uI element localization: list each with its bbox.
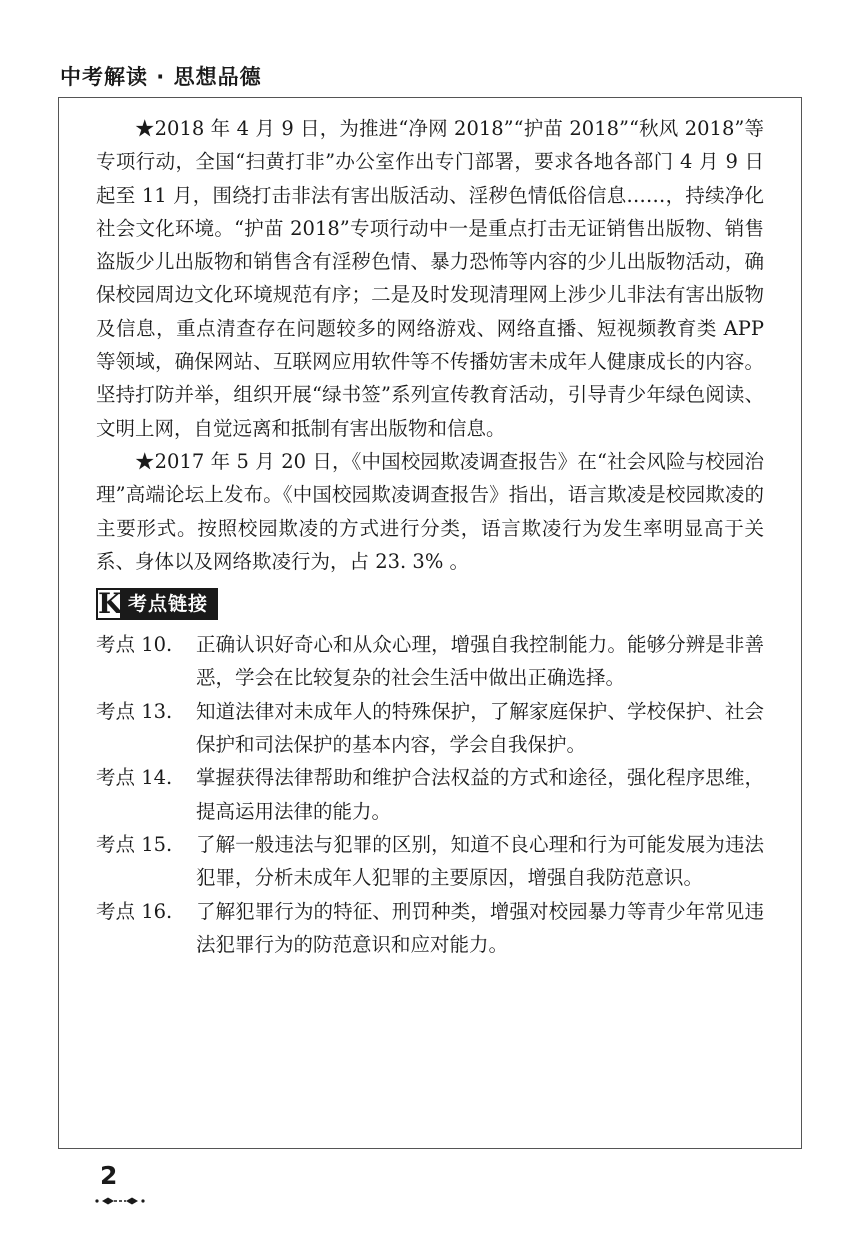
kaodian-item (96, 628, 764, 695)
kaodian-number: 考点 13. (96, 699, 173, 723)
kaodian-number: 考点 10. (96, 633, 173, 657)
kaodian-number: 考点 15. (96, 832, 173, 856)
page-number: 2 (100, 1161, 118, 1190)
kaodian-number: 考点 14. (96, 766, 173, 790)
kaodian-item (96, 895, 764, 962)
kaodian-badge (96, 588, 218, 620)
section-title: 考点链接 (128, 592, 209, 615)
kaodian-text: 了解犯罪行为的特征、刑罚种类，增强对校园暴力等青少年常见违法犯罪行为的防范意识和应对能力。 (196, 899, 764, 956)
news-paragraph-2018: ★2018 年 4 月 9 日，为推进“净网 2018”“护苗 2018”“秋风 2018”等专项行动，全国“扫黄打非”办公室作出专门部署，要求各地各部门 4 月 9 日起至 11 月，围绕打击非法有害出版活动、淫秽色情低俗信息……，持续净化社会文化环境。“护苗 2018”专项行动中一是重点打击无证销售出版物、销售盗版少儿出版物和销售含有淫秽色情、暴力恐怖等内容的少儿出版物活动，确保校园周边文化环境规范有序；二是及时发现清理网上涉少儿非法有害出版物及信息，重点清查存在问题较多的网络游戏、网络直播、短视频教育类 APP 等领域，确保网站、互联网应用软件等不传播妨害未成年人健康成长的内容。坚持打防并举，组织开展“绿书签”系列宣传教育活动，引导青少年绿色阅读、文明上网，自觉远离和抵制有害出版物和信息。 (96, 117, 764, 440)
kaodian-text: 掌握获得法律帮助和维护合法权益的方式和途径，强化程序思维，提高运用法律的能力。 (196, 766, 764, 823)
kaodian-text: 知道法律对未成年人的特殊保护，了解家庭保护、学校保护、社会保护和司法保护的基本内容，学会自我保护。 (196, 699, 764, 757)
kaodian-item (96, 695, 764, 762)
running-header: 中考解读 · 思想品德 (60, 65, 262, 89)
kaodian-text: 了解一般违法与犯罪的区别，知道不良心理和行为可能发展为违法犯罪，分析未成年人犯罪的主要原因，增强自我防范意识。 (196, 832, 764, 890)
kaodian-text: 正确认识好奇心和从众心理，增强自我控制能力。能够分辨是非善恶，学会在比较复杂的社会生活中做出正确选择。 (196, 633, 764, 690)
content-body (96, 112, 764, 961)
section-heading (96, 588, 764, 622)
news-paragraph-2017: ★2017 年 5 月 20 日，《中国校园欺凌调查报告》在“社会风险与校园治理”高端论坛上发布。《中国校园欺凌调查报告》指出，语言欺凌是校园欺凌的主要形式。按照校园欺凌的方式进行分类，语言欺凌行为发生率明显高于关系、身体以及网络欺凌行为，占 23. 3% 。 (96, 449, 764, 573)
page-ornament-icon (94, 1196, 146, 1206)
kaodian-number: 考点 16. (96, 899, 173, 923)
kaodian-item (96, 828, 764, 895)
kaodian-item (96, 761, 764, 828)
k-letter-icon: K (98, 587, 123, 621)
